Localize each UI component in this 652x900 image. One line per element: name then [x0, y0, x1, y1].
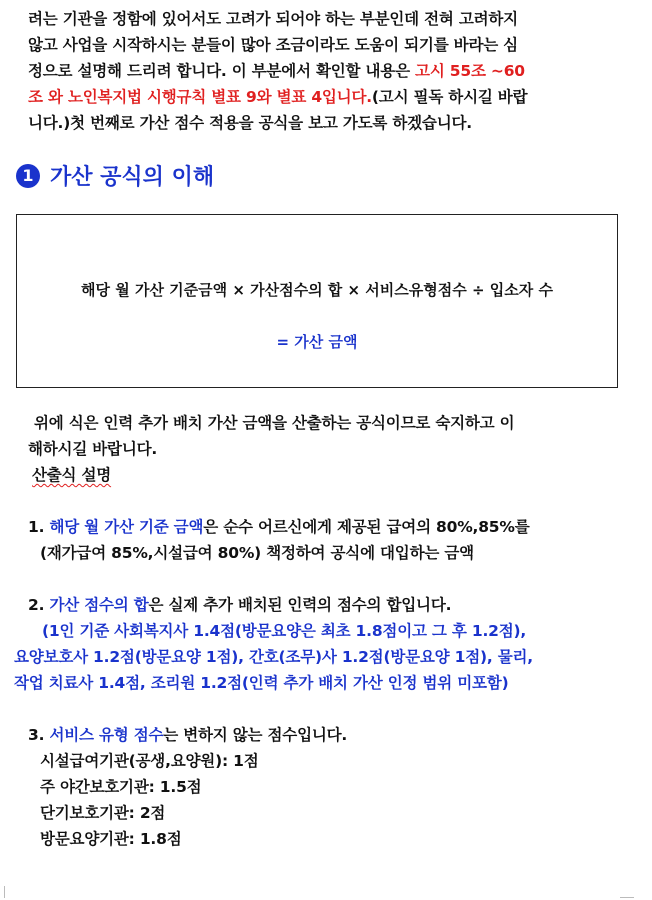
- item-1-line-1: 1. 해당 월 가산 기준 금액은 순수 어르신에게 제공된 급여의 80%,85%를: [28, 518, 530, 536]
- intro-line-2: 않고 사업을 시작하시는 분들이 많아 조금이라도 도움이 되기를 바라는 심: [28, 36, 518, 54]
- after-formula-line-2: 해하시길 바랍니다.: [28, 440, 158, 458]
- section-heading: [16, 160, 214, 191]
- notice-reference-cont: 조 와 노인복지법 시행규칙 별표 9와 별표 4입니다.: [28, 88, 372, 106]
- section-title: 가산 공식의 이해: [50, 165, 215, 190]
- page-corner-mark: [4, 886, 15, 898]
- item-2: [14, 592, 628, 696]
- after-formula-line-1: 위에 식은 인력 추가 배치 가산 금액을 산출하는 공식이므로 숙지하고 이: [34, 414, 515, 432]
- intro-line-5: 니다.)첫 번째로 가산 점수 적용을 공식을 보고 가도록 하겠습니다.: [28, 114, 472, 132]
- explanation-label: 산출식 설명: [32, 466, 112, 484]
- intro-line-1: 려는 기관을 정함에 있어서도 고려가 되어야 하는 부분인데 전혀 고려하지: [28, 10, 518, 28]
- item-1-term: 해당 월 가산 기준 금액: [49, 518, 204, 536]
- formula-expression: 해당 월 가산 기준금액 × 가산점수의 합 × 서비스유형점수 ÷ 입소자 수: [81, 281, 553, 299]
- service-type-item: 주 야간보호기관: 1.5점: [40, 778, 202, 796]
- notice-reference: 고시 55조 ~60: [415, 62, 525, 80]
- item-2-detail-2: 요양보호사 1.2점(방문요양 1점), 간호(조무)사 1.2점(방문요양 1점), 물리,: [14, 648, 533, 666]
- formula-box: [16, 214, 618, 388]
- item-3: [28, 722, 628, 852]
- item-1: [28, 514, 628, 566]
- formula-result: = 가산 금액: [276, 333, 358, 351]
- numbered-bullet-icon: 1: [16, 164, 40, 188]
- service-type-item: 단기보호기관: 2점: [40, 804, 166, 822]
- item-2-term: 가산 점수의 합: [49, 596, 149, 614]
- service-type-item: 방문요양기관: 1.8점: [40, 830, 182, 848]
- item-2-detail-3: 작업 치료사 1.4점, 조리원 1.2점(인력 추가 배치 가산 인정 범위 미포함): [14, 674, 509, 692]
- intro-line-4: 조 와 노인복지법 시행규칙 별표 9와 별표 4입니다.(고시 필독 하시길 바랍: [28, 88, 528, 106]
- item-2-line-1: 2. 가산 점수의 합은 실제 추가 배치된 인력의 점수의 합입니다.: [28, 596, 452, 614]
- intro-paragraph: [28, 6, 628, 136]
- after-formula-paragraph: [28, 410, 628, 488]
- page-corner-mark: [620, 897, 634, 898]
- intro-line-3: 정으로 설명해 드리려 합니다. 이 부분에서 확인할 내용은 고시 55조 ~60: [28, 62, 525, 80]
- service-type-item: 시설급여기관(공생,요양원): 1점: [40, 752, 259, 770]
- item-3-line-1: 3. 서비스 유형 점수는 변하지 않는 점수입니다.: [28, 726, 348, 744]
- item-2-detail-1: (1인 기준 사회복지사 1.4점(방문요양은 최초 1.8점이고 그 후 1.2점),: [42, 622, 527, 640]
- item-3-term: 서비스 유형 점수: [49, 726, 164, 744]
- item-1-line-2: (재가급여 85%,시설급여 80%) 책정하여 공식에 대입하는 금액: [40, 544, 474, 562]
